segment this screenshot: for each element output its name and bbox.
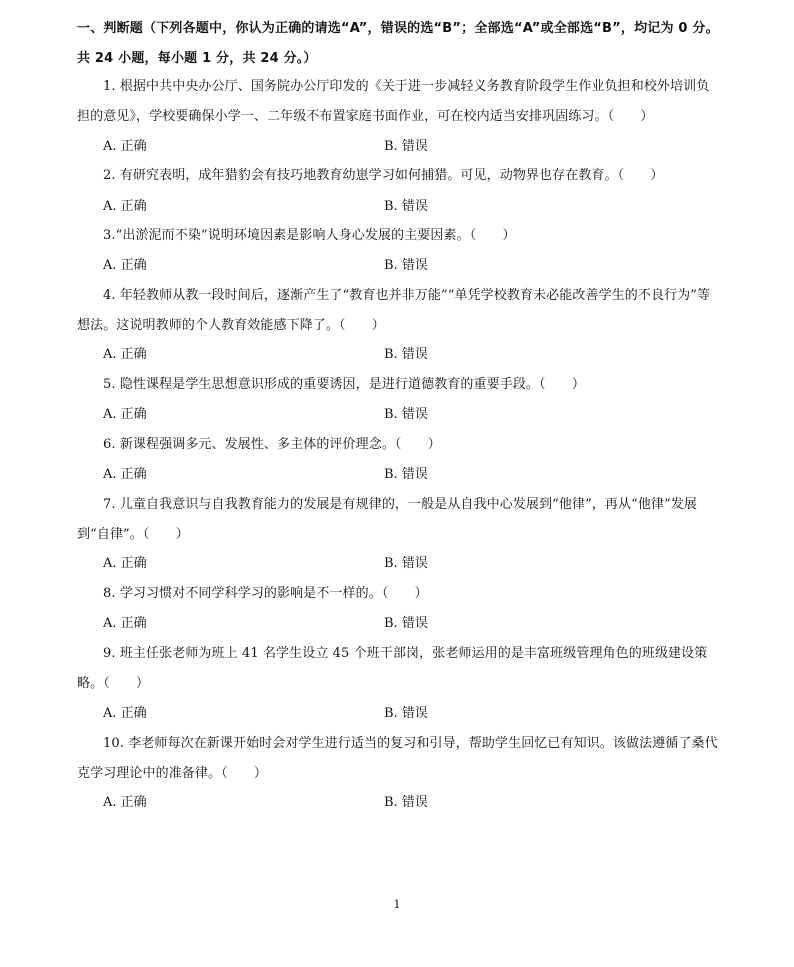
question-7-option-b: B. 错误 [384, 556, 428, 571]
question-6-text: 6. 新课程强调多元、发展性、多主体的评价理念。（ ） [103, 437, 441, 452]
question-10-option-a: A. 正确 [103, 795, 147, 810]
question-6-option-a: A. 正确 [103, 467, 147, 482]
question-8-text: 8. 学习习惯对不同学科学习的影响是不一样的。（ ） [103, 586, 428, 601]
question-10-option-b: B. 错误 [384, 795, 428, 810]
question-5-text: 5. 隐性课程是学生思想意识形成的重要诱因，是进行道德教育的重要手段。（ ） [103, 377, 585, 392]
question-3-text: 3.“出淤泥而不染”说明环境因素是影响人身心发展的主要因素。（ ） [103, 228, 516, 243]
question-9-text: 9. 班主任张老师为班上 41 名学生设立 45 个班干部岗，张老师运用的是丰富班级管理角色的班级建设策略。（ ） [77, 646, 708, 691]
question-2-option-a: A. 正确 [103, 199, 147, 214]
question-7-option-a: A. 正确 [103, 556, 147, 571]
question-1-option-a: A. 正确 [103, 139, 147, 154]
question-6-option-b: B. 错误 [384, 467, 428, 482]
question-2-text: 2. 有研究表明，成年猎豹会有技巧地教育幼崽学习如何捕猎。可见，动物界也存在教育。（ ） [103, 168, 664, 183]
question-9-option-b: B. 错误 [384, 706, 428, 721]
question-8-option-a: A. 正确 [103, 616, 147, 631]
question-4-option-a: A. 正确 [103, 347, 147, 362]
question-8-option-b: B. 错误 [384, 616, 428, 631]
question-5-option-a: A. 正确 [103, 407, 147, 422]
question-3-option-b: B. 错误 [384, 258, 428, 273]
section-heading: 一、判断题（下列各题中，你认为正确的请选“A”，错误的选“B”；全部选“A”或全部选“B”，均记为 0 分。共 24 小题，每小题 1 分，共 24 分。） [77, 21, 719, 66]
question-9-option-a: A. 正确 [103, 706, 147, 721]
question-1-text: 1. 根据中共中央办公厅、国务院办公厅印发的《关于进一步减轻义务教育阶段学生作业负担和校外培训负担的意见》，学校要确保小学一、二年级不布置家庭书面作业，可在校内适当安排巩固练习。（ ） [77, 79, 710, 124]
question-7-text: 7. 儿童自我意识与自我教育能力的发展是有规律的，一般是从自我中心发展到“他律”，再从“他律”发展到“自律”。（ ） [77, 497, 698, 542]
question-4-option-b: B. 错误 [384, 347, 428, 362]
question-4-text: 4. 年轻教师从教一段时间后，逐渐产生了“教育也并非万能”“单凭学校教育未必能改善学生的不良行为”等想法。这说明教师的个人教育效能感下降了。（ ） [77, 288, 711, 333]
question-10-text: 10. 李老师每次在新课开始时会对学生进行适当的复习和引导，帮助学生回忆已有知识。该做法遵循了桑代克学习理论中的准备律。（ ） [77, 736, 718, 781]
question-3-option-a: A. 正确 [103, 258, 147, 273]
question-5-option-b: B. 错误 [384, 407, 428, 422]
question-2-option-b: B. 错误 [384, 199, 428, 214]
page-number: 1 [393, 898, 401, 911]
question-1-option-b: B. 错误 [384, 139, 428, 154]
